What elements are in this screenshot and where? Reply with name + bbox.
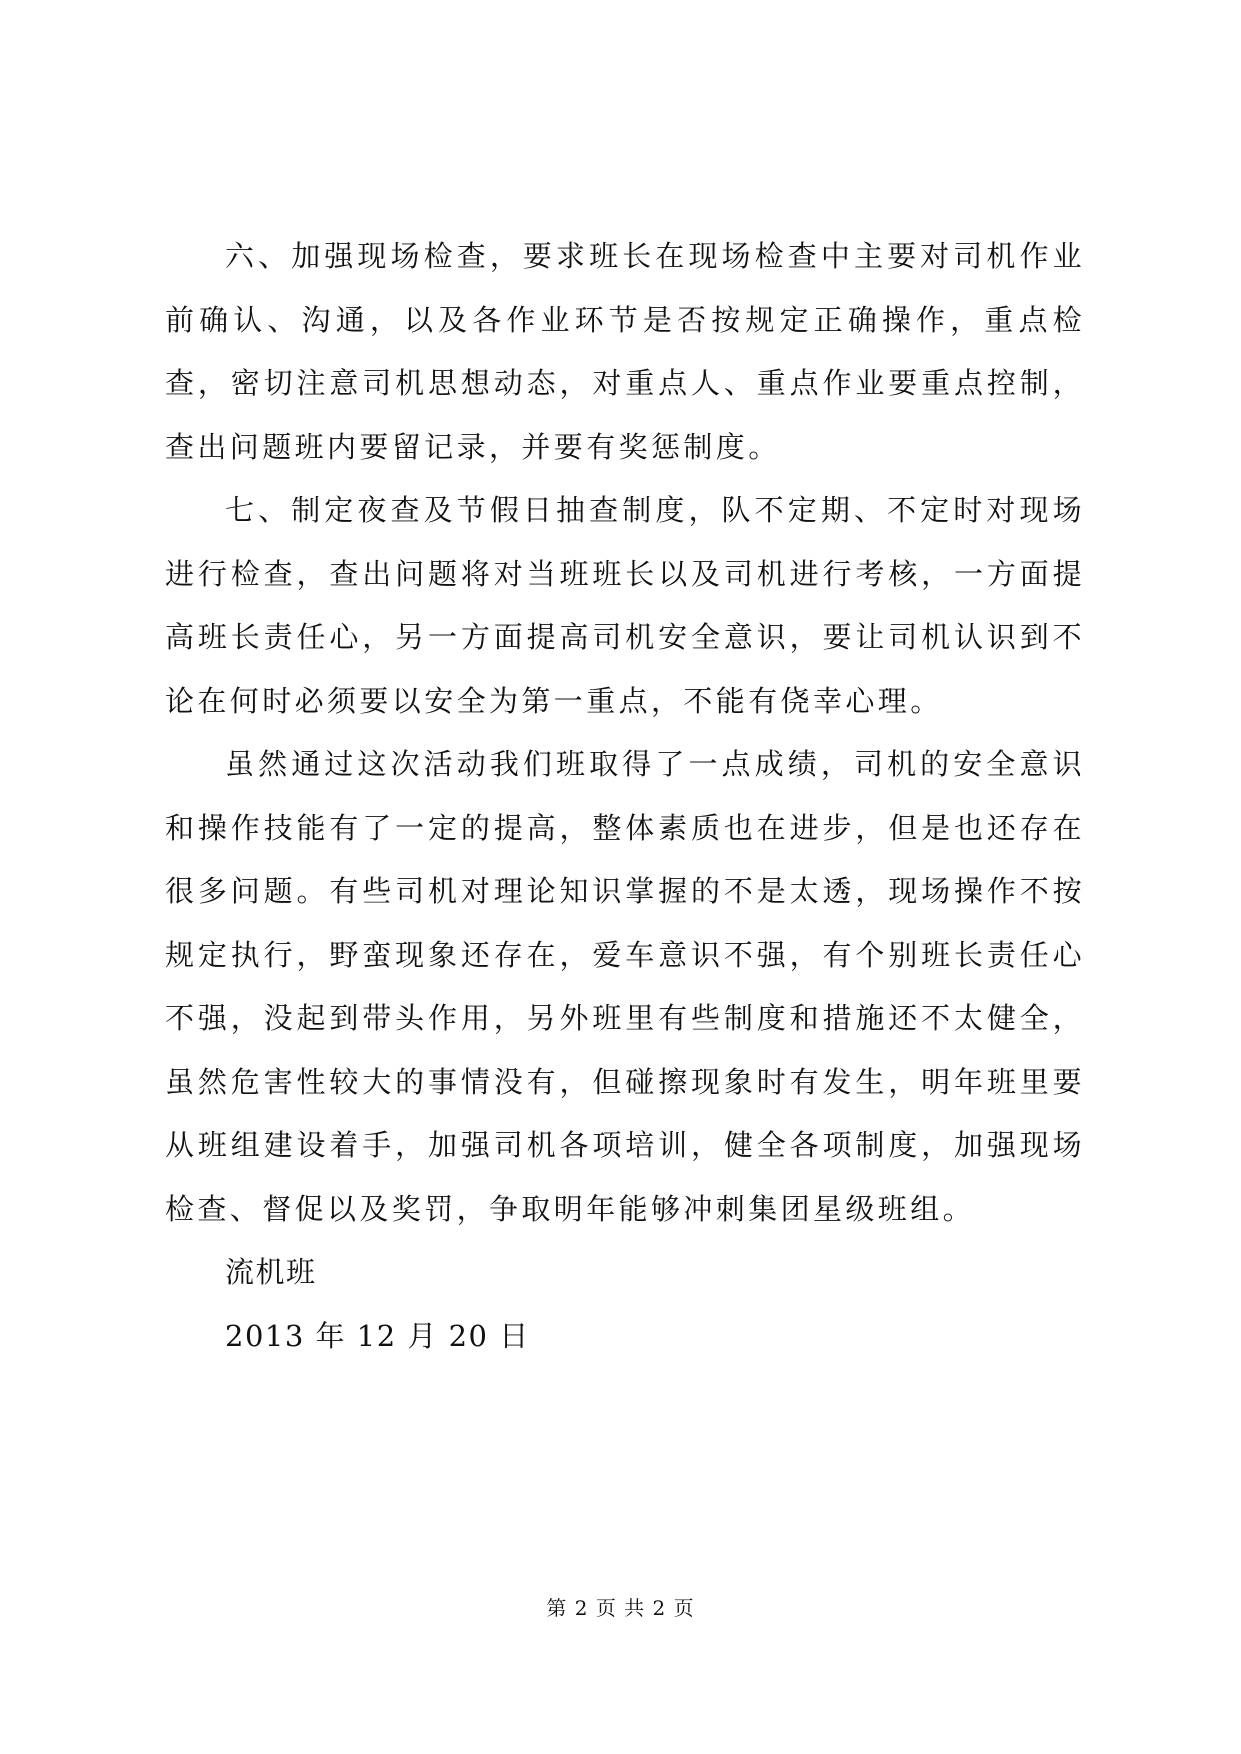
- page-number: 第 2 页 共 2 页: [546, 1596, 695, 1620]
- paragraph-seven: 七、制定夜查及节假日抽查制度，队不定期、不定时对现场进行检查，查出问题将对当班班长以及司机进行考核，一方面提高班长责任心，另一方面提高司机安全意识，要让司机认识到不论在何时必须要以安全为第一重点，不能有侥幸心理。: [165, 493, 1085, 718]
- paragraph-summary: 虽然通过这次活动我们班取得了一点成绩，司机的安全意识和操作技能有了一定的提高，整体素质也在进步，但是也还存在很多问题。有些司机对理论知识掌握的不是太透，现场操作不按规定执行，野蛮现象还存在，爱车意识不强，有个别班长责任心不强，没起到带头作用，另外班里有些制度和措施还不太健全，虽然危害性较大的事情没有，但碰擦现象时有发生，明年班里要从班组建设着手，加强司机各项培训，健全各项制度，加强现场检查、督促以及奖罚，争取明年能够冲刺集团星级班组。: [165, 747, 1085, 1226]
- document-body: [165, 225, 1085, 1368]
- signature: 流机班: [225, 1255, 317, 1289]
- date: 2013 年 12 月 20 日: [225, 1318, 530, 1353]
- paragraph-six: 六、加强现场检查，要求班长在现场检查中主要对司机作业前确认、沟通，以及各作业环节是否按规定正确操作，重点检查，密切注意司机思想动态，对重点人、重点作业要重点控制，查出问题班内要留记录，并要有奖惩制度。: [165, 239, 1085, 464]
